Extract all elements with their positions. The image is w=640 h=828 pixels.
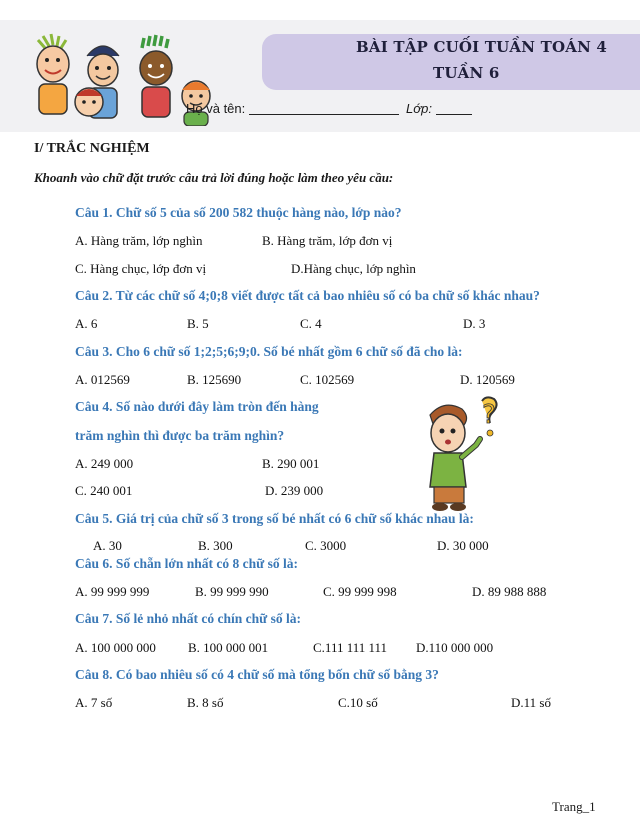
svg-text:?: ?: [482, 400, 496, 430]
question-8: Câu 8. Có bao nhiêu số có 4 chữ số mà tổng bốn chữ số bằng 3?: [75, 667, 439, 682]
worksheet-title: BÀI TẬP CUỐI TUẦN TOÁN 4: [356, 38, 608, 56]
option-3d[interactable]: D. 120569: [460, 372, 515, 387]
option-7a[interactable]: A. 100 000 000: [75, 640, 156, 655]
question-4-line2: trăm nghìn thì được ba trăm nghìn?: [75, 428, 285, 443]
class-label: Lớp:: [406, 101, 432, 116]
option-2c[interactable]: C. 4: [300, 316, 322, 331]
option-3a[interactable]: A. 012569: [75, 372, 130, 387]
section-title: I/ TRẮC NGHIỆM: [34, 141, 150, 156]
question-1: Câu 1. Chữ số 5 của số 200 582 thuộc hàng nào, lớp nào?: [75, 205, 402, 220]
question-7: Câu 7. Số lẻ nhỏ nhất có chín chữ số là:: [75, 611, 302, 626]
option-4b[interactable]: B. 290 001: [262, 456, 320, 471]
option-6a[interactable]: A. 99 999 999: [75, 584, 150, 599]
name-label: Họ và tên:: [186, 101, 246, 116]
option-1c[interactable]: C. Hàng chục, lớp đơn vị: [75, 261, 207, 276]
option-8b[interactable]: B. 8 số: [187, 695, 224, 710]
option-6c[interactable]: C. 99 999 998: [323, 584, 397, 599]
option-3c[interactable]: C. 102569: [300, 372, 355, 387]
option-4d[interactable]: D. 239 000: [265, 483, 324, 498]
week-title: TUẦN 6: [433, 64, 500, 82]
option-5d[interactable]: D. 30 000: [437, 538, 489, 553]
child-figure: [140, 35, 172, 117]
question-3: Câu 3. Cho 6 chữ số 1;2;5;6;9;0. Số bé nhất gồm 6 chữ số đã cho là:: [75, 344, 463, 359]
option-7b[interactable]: B. 100 000 001: [188, 640, 269, 655]
option-8d[interactable]: D.11 số: [511, 695, 551, 710]
option-3b[interactable]: B. 125690: [187, 372, 242, 387]
thinking-boy-illustration: [420, 395, 530, 515]
class-blank[interactable]: [436, 114, 472, 115]
option-7d[interactable]: D.110 000 000: [416, 640, 494, 655]
child-figure: [37, 34, 69, 114]
option-8a[interactable]: A. 7 số: [75, 695, 113, 710]
section-instruction: Khoanh vào chữ đặt trước câu trả lời đúng hoặc làm theo yêu cầu:: [34, 170, 394, 185]
option-8c[interactable]: C.10 số: [338, 695, 378, 710]
option-1a[interactable]: A. Hàng trăm, lớp nghìn: [75, 233, 203, 248]
option-1b[interactable]: B. Hàng trăm, lớp đơn vị: [262, 233, 393, 248]
option-1d[interactable]: D.Hàng chục, lớp nghìn: [291, 261, 416, 276]
option-2a[interactable]: A. 6: [75, 316, 98, 331]
question-6: Câu 6. Số chẵn lớn nhất có 8 chữ số là:: [75, 556, 298, 571]
name-blank[interactable]: [249, 114, 399, 115]
option-5a[interactable]: A. 30: [93, 538, 122, 553]
option-6b[interactable]: B. 99 999 990: [195, 584, 269, 599]
option-2d[interactable]: D. 3: [463, 316, 486, 331]
option-4c[interactable]: C. 240 001: [75, 483, 133, 498]
student-name-field[interactable]: [186, 101, 399, 116]
option-2b[interactable]: B. 5: [187, 316, 209, 331]
child-figure: [75, 88, 103, 116]
option-7c[interactable]: C.111 111 111: [313, 640, 388, 655]
option-5c[interactable]: C. 3000: [305, 538, 347, 553]
page-number: Trang_1: [552, 799, 596, 814]
option-5b[interactable]: B. 300: [198, 538, 233, 553]
class-field[interactable]: [406, 101, 472, 116]
question-5: Câu 5. Giá trị của chữ số 3 trong số bé nhất có 6 chữ số khác nhau là:: [75, 511, 474, 526]
question-2: Câu 2. Từ các chữ số 4;0;8 viết được tất cả bao nhiêu số có ba chữ số khác nhau?: [75, 288, 540, 303]
option-4a[interactable]: A. 249 000: [75, 456, 134, 471]
question-4-line1: Câu 4. Số nào dưới đây làm tròn đến hàng: [75, 399, 319, 414]
option-6d[interactable]: D. 89 988 888: [472, 584, 547, 599]
